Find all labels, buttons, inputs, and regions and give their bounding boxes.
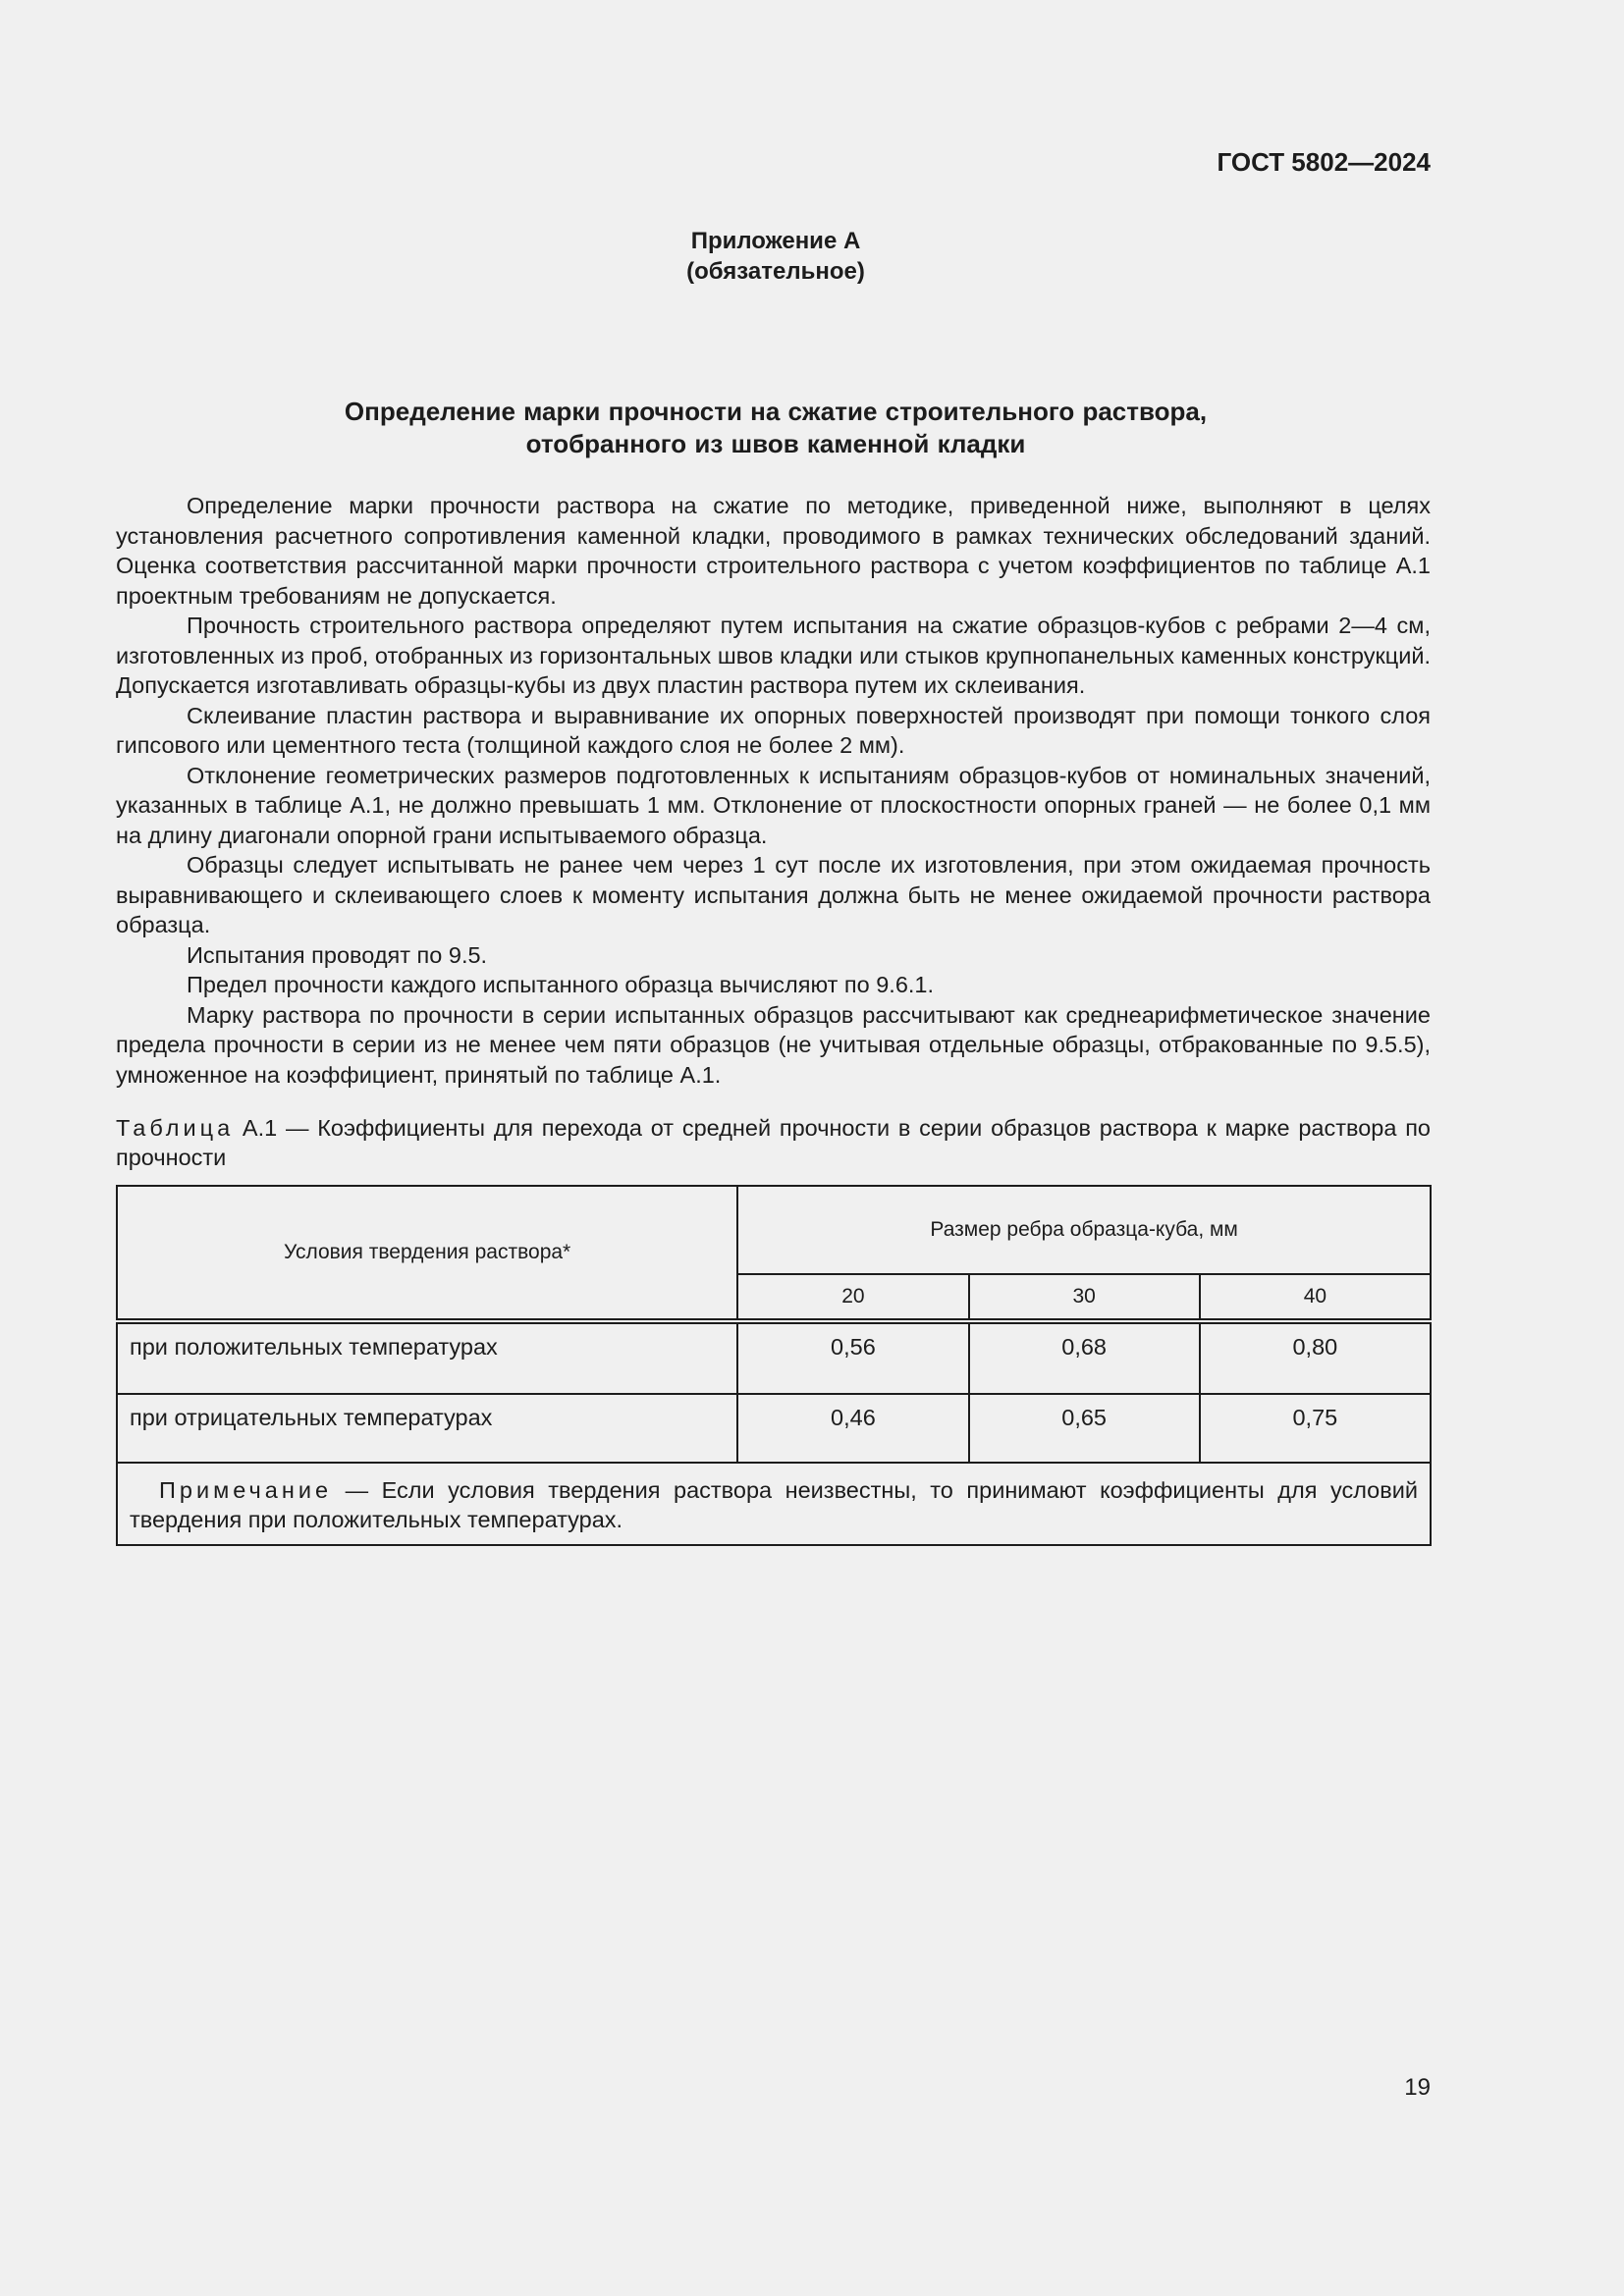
table-caption bbox=[116, 1113, 1431, 1172]
page-number: 19 bbox=[1404, 2074, 1431, 2101]
row-value: 0,75 bbox=[1200, 1394, 1431, 1463]
header-condition: Условия твердения раствора* bbox=[117, 1186, 737, 1321]
header-size-20: 20 bbox=[737, 1274, 968, 1321]
section-title-line-1: Определение марки прочности на сжатие строительного раствора, bbox=[344, 397, 1208, 426]
row-condition: при отрицательных температурах bbox=[117, 1394, 737, 1463]
row-value: 0,80 bbox=[1200, 1321, 1431, 1394]
paragraph: Марку раствора по прочности в серии испытанных образцов рассчитывают как среднеарифметическое значение предела прочности в серии из не менее чем пяти образцов (не учитывая отдельные образцы, отбракованные по 9.5.5), умноженное на коэффициент, принятый по таблице А.1. bbox=[116, 1001, 1431, 1088]
table-header-row bbox=[117, 1186, 1431, 1274]
body-text bbox=[116, 491, 1431, 1090]
appendix-heading bbox=[0, 226, 1551, 287]
paragraph: Прочность строительного раствора определяют путем испытания на сжатие образцов-кубов с ребрами 2—4 см, изготовленных из проб, отобранных из горизонтальных швов кладки или стыков крупнопанельных каменных конструкций. Допускается изготавливать образцы-кубы из двух пластин раствора путем их склеивания. bbox=[116, 613, 1431, 698]
header-cube-size: Размер ребра образца-куба, мм bbox=[737, 1186, 1431, 1274]
note-label: Примечание bbox=[159, 1477, 333, 1503]
table-row bbox=[117, 1394, 1431, 1463]
table-caption-label: Таблица bbox=[116, 1115, 235, 1141]
note-text: — Если условия твердения раствора неизвестны, то принимают коэффициенты для условий твердения при положительных температурах. bbox=[130, 1477, 1418, 1532]
paragraph: Отклонение геометрических размеров подготовленных к испытаниям образцов-кубов от номинальных значений, указанных в таблице А.1, не должно превышать 1 мм. Отклонение от плоскостности опорных граней — не более 0,1 мм на длину диагонали опорной грани испытываемого образца. bbox=[116, 762, 1431, 848]
row-value: 0,46 bbox=[737, 1394, 968, 1463]
paragraph: Склеивание пластин раствора и выравнивание их опорных поверхностей производят при помощи тонкого слоя гипсового или цементного теста (толщиной каждого слоя не более 2 мм). bbox=[116, 702, 1431, 758]
appendix-status: (обязательное) bbox=[686, 258, 865, 285]
row-condition: при положительных температурах bbox=[117, 1321, 737, 1394]
coefficients-table bbox=[116, 1185, 1432, 1546]
table-note bbox=[117, 1463, 1431, 1545]
row-value: 0,68 bbox=[969, 1321, 1200, 1394]
appendix-title: Приложение А bbox=[690, 228, 861, 254]
header-size-30: 30 bbox=[969, 1274, 1200, 1321]
section-title bbox=[0, 396, 1551, 460]
paragraph: Образцы следует испытывать не ранее чем через 1 сут после их изготовления, при этом ожидаемая прочность выравнивающего и склеивающего слоев к моменту испытания должна быть не менее ожидаемой прочности раствора образца. bbox=[116, 852, 1431, 937]
row-value: 0,65 bbox=[969, 1394, 1200, 1463]
row-value: 0,56 bbox=[737, 1321, 968, 1394]
paragraph: Определение марки прочности раствора на сжатие по методике, приведенной ниже, выполняют в целях установления расчетного сопротивления каменной кладки, проводимого в рамках технических обследований зданий. Оценка соответствия рассчитанной марки прочности строительного раствора с учетом коэффициентов по таблице А.1 проектным требованиям не допускается. bbox=[116, 493, 1431, 609]
paragraph: Предел прочности каждого испытанного образца вычисляют по 9.6.1. bbox=[187, 972, 935, 997]
table-row bbox=[117, 1321, 1431, 1394]
document-code: ГОСТ 5802—2024 bbox=[1217, 147, 1431, 177]
section-title-line-2: отобранного из швов каменной кладки bbox=[525, 429, 1026, 458]
table-caption-text: А.1 — Коэффициенты для перехода от средней прочности в серии образцов раствора к марке раствора по прочности bbox=[116, 1115, 1431, 1170]
paragraph: Испытания проводят по 9.5. bbox=[187, 941, 488, 968]
header-size-40: 40 bbox=[1200, 1274, 1431, 1321]
table-note-row bbox=[117, 1463, 1431, 1545]
